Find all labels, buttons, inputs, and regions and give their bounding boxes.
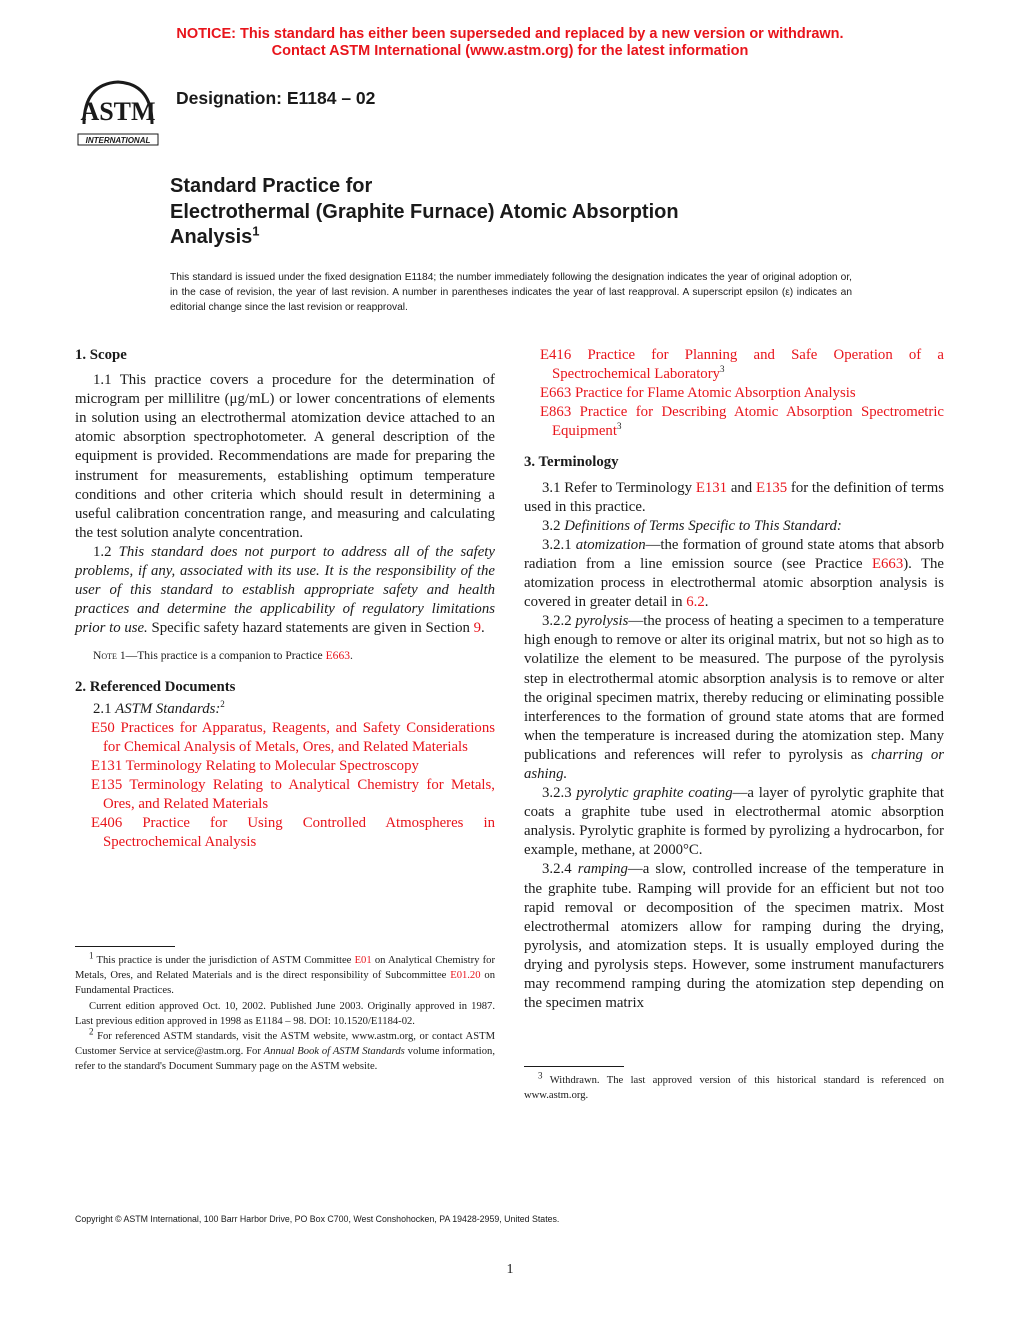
title-footnote-mark: 1 (252, 223, 260, 239)
term-3-2-4: 3.2.4 ramping—a slow, controlled increase of the temperature in the graphite tube. Ramping will provide for an efficient but not too rapid removal or decomposition of the specimen matrix. Most electrothermal atomizers allow for ramping during the drying, pyrolysis, and atomization steps. It is usually employed during the drying and pyrolysis steps. However, some instrument manufacturers may recommend ramping during the atomization step depending on the specimen matrix (524, 861, 944, 1012)
footnote-1-edition: Current edition approved Oct. 10, 2002. Published June 2003. Originally approved in 1987. Last previous edition approved in 1998 as E1184 – 98. DOI: 10.1520/E1184-02. (75, 1000, 495, 1027)
reference-title-link[interactable]: Terminology Relating to Molecular Spectroscopy (125, 757, 419, 774)
reference-code-link[interactable]: E663 (540, 385, 572, 402)
footnotes-right (524, 1066, 944, 1103)
logo-letters: ASTM (80, 97, 156, 126)
e135-link[interactable]: E135 (755, 479, 788, 496)
reference-title-link[interactable]: Practice for Planning and Safe Operation of a Spectrochemical Laboratory (552, 347, 944, 383)
reference-title-link[interactable]: Practice for Describing Atomic Absorption Spectrometric Equipment (552, 404, 944, 440)
footnote-2: $^2$ For referenced ASTM standards, visit the ASTM website, www.astm.org, or contact ASTM Customer Service at service@astm.org. For Annual Book of ASTM Standards volume information, refer to the standard's Document Summary page on the ASTM website. (75, 1026, 495, 1073)
reference-code-link[interactable]: E406 (91, 815, 123, 832)
reference-item (75, 719, 495, 757)
footnotes-left (75, 946, 495, 1075)
term-e663-link[interactable]: E663 (871, 555, 904, 572)
section-6-2-link[interactable]: 6.2 (686, 594, 705, 611)
term-3-2-2: 3.2.2 pyrolysis—the process of heating a specimen to a temperature high enough to remove or alter its original matrix, but not so high as to volatilize the element to be measured. The purpose of the pyrolysis step in electrothermal atomic absorption analysis is to remove or alter the original specimen matrix, thereby reducing or eliminating possible interferences to the formation of ground state atoms that are formed when the temperature is increased during the atomization step. Many publications and references will refer to pyrolysis as charring or ashing. (524, 613, 944, 782)
copyright: Copyright © ASTM International, 100 Barr Harbor Drive, PO Box C700, West Conshohocken, PA 19428-2959, United States. (75, 1214, 560, 1224)
reference-title-link[interactable]: Practice for Flame Atomic Absorption Analysis (574, 385, 856, 402)
footnote-1: $^1$ This practice is under the jurisdiction of ASTM Committee E01 on Analytical Chemistry for Metals, Ores, and Related Materials and is the direct responsibility of Subcommittee E01.20 on Fundamental Practices. (75, 950, 495, 997)
section-9-link[interactable]: 9 (473, 620, 482, 637)
reference-code-link[interactable]: E863 (540, 404, 572, 421)
astm-standards-label: 2.1 ASTM Standards:$^2$ (93, 698, 225, 717)
footnote-rule (75, 946, 175, 947)
term-3-2-3: 3.2.3 pyrolytic graphite coating—a layer of pyrolytic graphite that coats a graphite tube used in electrothermal atomic absorption analysis. Pyrolytic graphite is formed by pyrolizing a hydrocarbon, for example, methane, at 2000°C. (524, 785, 944, 859)
note-e663-link[interactable]: E663 (325, 649, 351, 663)
term-3-2-1: 3.2.1 atomization—the formation of ground state atoms that absorb radiation from a line emission source (see Practice E663). The atomization process in electrothermal atomic absorption analysis is covered in greater detail in 6.2. (524, 536, 944, 611)
reference-code-link[interactable]: E135 (91, 776, 123, 793)
designation: Designation: E1184 – 02 (176, 88, 376, 108)
issue-statement: This standard is issued under the fixed designation E1184; the number immediately following the designation indicates the year of original adoption or, in the case of revision, the year of last revision. A number in parentheses indicates the year of last reapproval. A superscript epsilon (ε) indicates an editorial change since the last revision or reapproval. (170, 272, 852, 314)
document-title (170, 174, 679, 251)
notice-banner (0, 26, 1020, 60)
reference-item (524, 346, 944, 384)
notice-line-1: NOTICE: This standard has either been superseded and replaced by a new version or withdrawn. (176, 26, 844, 42)
terminology-heading: 3. Terminology (524, 454, 619, 471)
reference-item (75, 814, 495, 852)
scope-p2: 1.2 This standard does not purport to address all of the safety problems, if any, associated with its use. It is the responsibility of the user of this standard to establish appropriate safety and health practices and determine the applicability of regulatory limitations prior to use. Specific safety hazard statements are given in Section 9. (75, 543, 495, 637)
reference-title-link[interactable]: Practices for Apparatus, Reagents, and Safety Considerations for Chemical Analysis of Metals, Ores, and Related Materials (103, 719, 495, 755)
term-3-1: 3.1 Refer to Terminology E131 and E135 for the definition of terms used in this practice. (524, 479, 944, 515)
astm-logo (74, 76, 162, 150)
reference-item (75, 757, 495, 776)
left-column (75, 346, 495, 852)
footnote-rule-right (524, 1066, 624, 1067)
notice-line-2: Contact ASTM International (www.astm.org) for the latest information (271, 43, 749, 59)
right-column (524, 346, 944, 1013)
reference-footnote-mark: 3 (616, 421, 622, 432)
term-3-2: 3.2 Definitions of Terms Specific to This Standard: (542, 517, 842, 534)
reference-item (75, 776, 495, 814)
page-number: 1 (506, 1262, 514, 1277)
reference-item (524, 384, 944, 403)
title-line-1: Standard Practice for (170, 175, 373, 197)
scope-heading: 1. Scope (75, 347, 127, 363)
e131-link[interactable]: E131 (695, 479, 728, 496)
reference-footnote-mark: 3 (720, 364, 725, 375)
referenced-heading: 2. Referenced Documents (75, 679, 236, 696)
reference-code-link[interactable]: E416 (540, 347, 572, 363)
footnote-3: $^3$ Withdrawn. The last approved version of this historical standard is referenced on www.astm.org. (524, 1070, 944, 1102)
reference-item (524, 403, 944, 441)
note-1: Note 1—This practice is a companion to Practice E663. (93, 649, 353, 663)
title-line-2: Electrothermal (Graphite Furnace) Atomic Absorption (170, 200, 679, 223)
e01-20-link[interactable]: E01.20 (450, 970, 481, 982)
scope-p1: 1.1 This practice covers a procedure for the determination of microgram per millilitre (μg/mL) or lower concentrations of elements in solution using an electrothermal atomization device attached to an atomic absorption spectrophotometer. A general description of the equipment is provided. Recommendations are made for preparing the instrument for measurements, establishing optimum temperature conditions and other criteria which should result in determining a useful calibration concentration range, and measuring and calculating the test solution analyte concentration. (75, 372, 495, 541)
reference-title-link[interactable]: Terminology Relating to Analytical Chemistry for Metals, Ores, and Related Materials (103, 776, 495, 812)
reference-title-link[interactable]: Practice for Using Controlled Atmospheres in Spectrochemical Analysis (103, 815, 495, 851)
e01-link[interactable]: E01 (354, 955, 372, 966)
title-line-3: Analysis (170, 226, 253, 248)
reference-code-link[interactable]: E131 (91, 757, 123, 774)
reference-code-link[interactable]: E50 (91, 719, 115, 736)
logo-sub: INTERNATIONAL (85, 136, 151, 145)
